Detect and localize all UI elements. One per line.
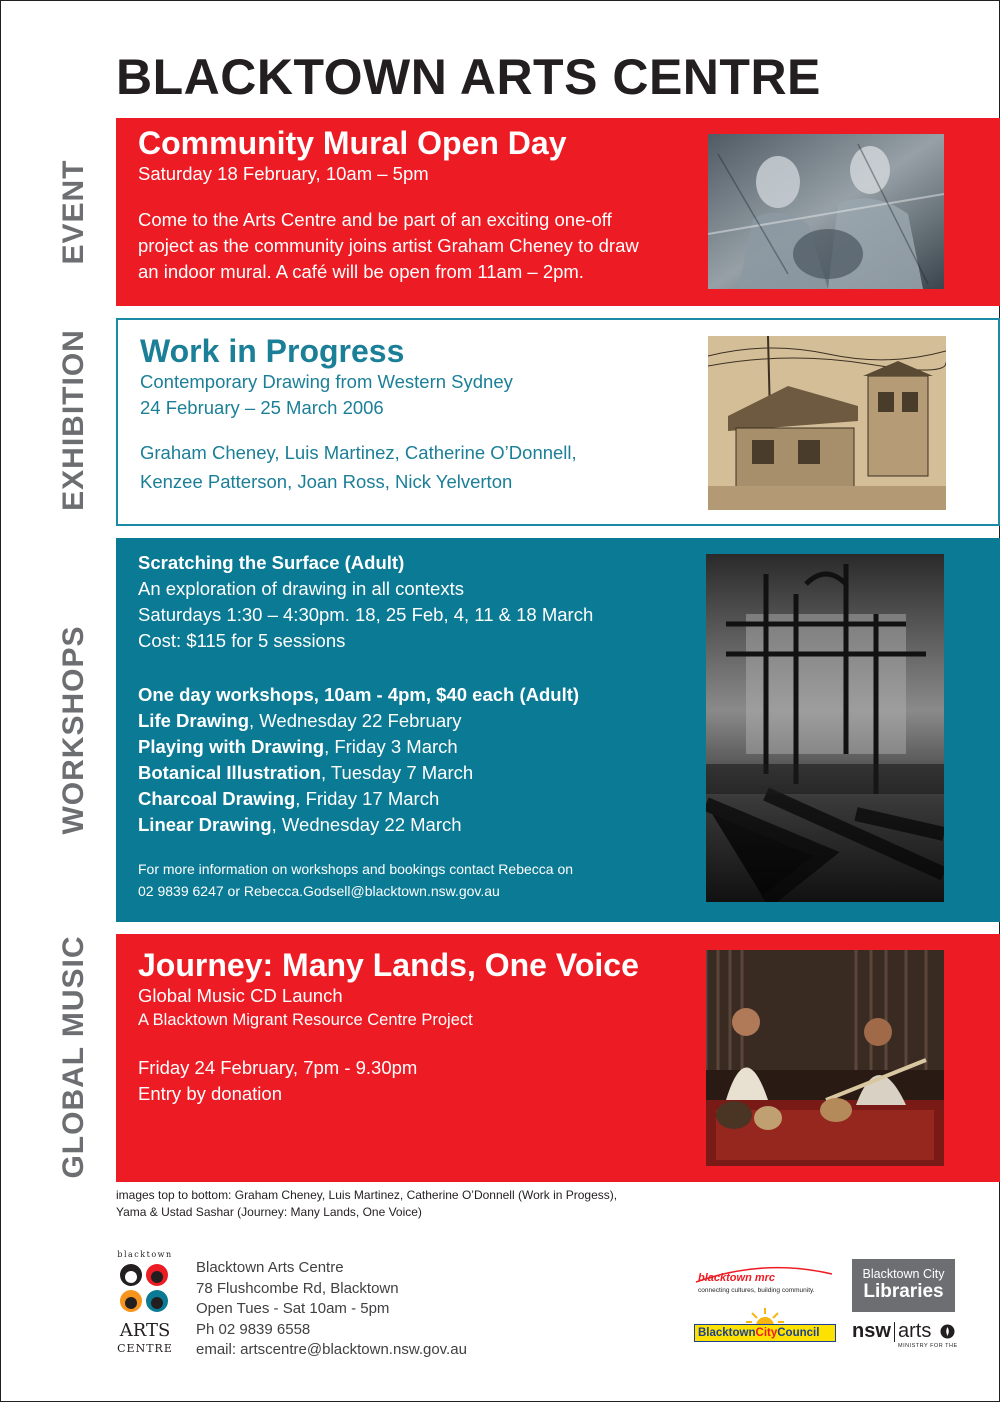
address-line: Open Tues - Sat 10am - 5pm	[196, 1300, 390, 1317]
council-wordmark	[694, 1324, 836, 1342]
workshop-date: , Friday 17 March	[295, 788, 440, 809]
event-panel	[116, 118, 1000, 306]
workshop-date: , Tuesday 7 March	[320, 762, 474, 783]
address-line: email: artscentre@blacktown.nsw.gov.au	[196, 1341, 467, 1358]
arts-wordmark: arts	[898, 1320, 932, 1342]
address-line: Blacktown Arts Centre	[196, 1259, 344, 1276]
one-day-workshops-title: One day workshops, 10am - 4pm, $40 each (Adult)	[138, 684, 580, 705]
nsw-arts-logo	[852, 1320, 958, 1352]
logo-mark-icon	[118, 1262, 170, 1314]
exhibition-artists-line: Kenzee Patterson, Joan Ross, Nick Yelverton	[140, 471, 513, 493]
image-credits-line: images top to bottom: Graham Cheney, Luis Martinez, Catherine O’Donnell (Work in Progess),	[116, 1188, 618, 1202]
workshop-name: Charcoal Drawing	[138, 788, 296, 809]
side-label-event: EVENT	[57, 159, 90, 265]
workshop-course-line: Saturdays 1:30 – 4:30pm. 18, 25 Feb, 4, 11 & 18 March	[138, 604, 594, 625]
event-desc-line: Come to the Arts Centre and be part of an exciting one-off	[138, 209, 612, 231]
charcoal-drawing-image	[706, 554, 944, 902]
nsw-wordmark: nsw	[852, 1320, 891, 1342]
workshops-panel	[116, 538, 1000, 922]
ministry-text: MINISTRY FOR THE	[898, 1343, 958, 1349]
side-label-exhibition: EXHIBITION	[57, 329, 90, 511]
workshop-date: , Wednesday 22 February	[249, 710, 462, 731]
page-title: BLACKTOWN ARTS CENTRE	[116, 49, 821, 105]
exhibition-artists-line: Graham Cheney, Luis Martinez, Catherine O’Donnell,	[140, 442, 577, 464]
music-date: Friday 24 February, 7pm - 9.30pm	[138, 1057, 418, 1079]
event-title: Community Mural Open Day	[138, 125, 567, 161]
exhibition-dates: 24 February – 25 March 2006	[140, 397, 384, 419]
logo-arts-text: ARTS	[119, 1320, 171, 1341]
exhibition-subtitle: Contemporary Drawing from Western Sydney	[140, 371, 513, 393]
music-title: Journey: Many Lands, One Voice	[138, 947, 639, 983]
workshop-contact-line: For more information on workshops and bookings contact Rebecca on	[138, 861, 574, 877]
mrc-tagline: connecting cultures, building community.	[698, 1287, 815, 1294]
workshop-course-title: Scratching the Surface (Adult)	[138, 552, 405, 573]
exhibition-panel	[116, 318, 1000, 526]
logo-centre-text: CENTRE	[117, 1342, 173, 1355]
image-credits-line: Yama & Ustad Sashar (Journey: Many Lands, One Voice)	[116, 1205, 422, 1219]
address-line: Ph 02 9839 6558	[196, 1320, 311, 1338]
council-word-council: Council	[777, 1327, 820, 1339]
workshop-contact-line: 02 9839 6247 or Rebecca.Godsell@blacktown.nsw.gov.au	[138, 883, 500, 899]
sun-icon	[740, 1306, 790, 1326]
side-label-workshops: WORKSHOPS	[57, 625, 90, 835]
workshop-name: Linear Drawing	[138, 814, 272, 835]
mrc-name: blacktown mrc	[698, 1272, 776, 1284]
council-word-city: City	[755, 1327, 778, 1339]
waratah-icon	[940, 1324, 955, 1339]
blacktown-mrc-logo	[694, 1262, 834, 1302]
musicians-photo	[706, 950, 944, 1166]
music-subtitle: Global Music CD Launch	[138, 985, 343, 1007]
address-line: 78 Flushcombe Rd, Blacktown	[196, 1279, 399, 1297]
nsw-divider	[894, 1322, 895, 1342]
event-date: Saturday 18 February, 10am – 5pm	[138, 163, 429, 185]
workshop-name: Playing with Drawing	[138, 736, 325, 757]
workshop-name: Life Drawing	[138, 710, 250, 731]
image-credits	[116, 1187, 617, 1221]
libraries-line-2: Libraries	[863, 1281, 944, 1302]
music-panel	[116, 934, 1000, 1182]
libraries-line-1: Blacktown City	[862, 1267, 945, 1281]
one-day-workshop-item	[138, 708, 593, 734]
event-desc-line: project as the community joins artist Graham Cheney to draw	[138, 235, 639, 257]
side-label-global-music: GLOBAL MUSIC	[57, 935, 90, 1179]
blacktown-city-council-logo	[694, 1306, 836, 1344]
logo-top-text: blacktown	[117, 1250, 173, 1259]
music-entry: Entry by donation	[138, 1083, 282, 1105]
workshop-course-line: An exploration of drawing in all contexts	[138, 578, 464, 599]
contact-address	[196, 1258, 467, 1361]
one-day-workshop-item	[138, 812, 593, 838]
council-word-blacktown: Blacktown	[698, 1327, 756, 1339]
house-drawing-image	[708, 336, 946, 510]
workshop-name: Botanical Illustration	[138, 762, 321, 783]
workshop-date: , Wednesday 22 March	[271, 814, 462, 835]
event-desc-line: an indoor mural. A café will be open from 11am – 2pm.	[138, 261, 584, 283]
one-day-workshop-item	[138, 786, 593, 812]
exhibition-title: Work in Progress	[140, 333, 405, 369]
mural-sketch-image	[708, 134, 944, 289]
workshop-course-line: Cost: $115 for 5 sessions	[138, 630, 346, 651]
blacktown-city-libraries-logo	[852, 1259, 955, 1312]
one-day-workshop-item	[138, 760, 593, 786]
one-day-workshop-item	[138, 734, 593, 760]
music-project: A Blacktown Migrant Resource Centre Project	[138, 1011, 473, 1030]
blacktown-arts-centre-logo	[114, 1250, 176, 1360]
workshop-date: , Friday 3 March	[324, 736, 458, 757]
